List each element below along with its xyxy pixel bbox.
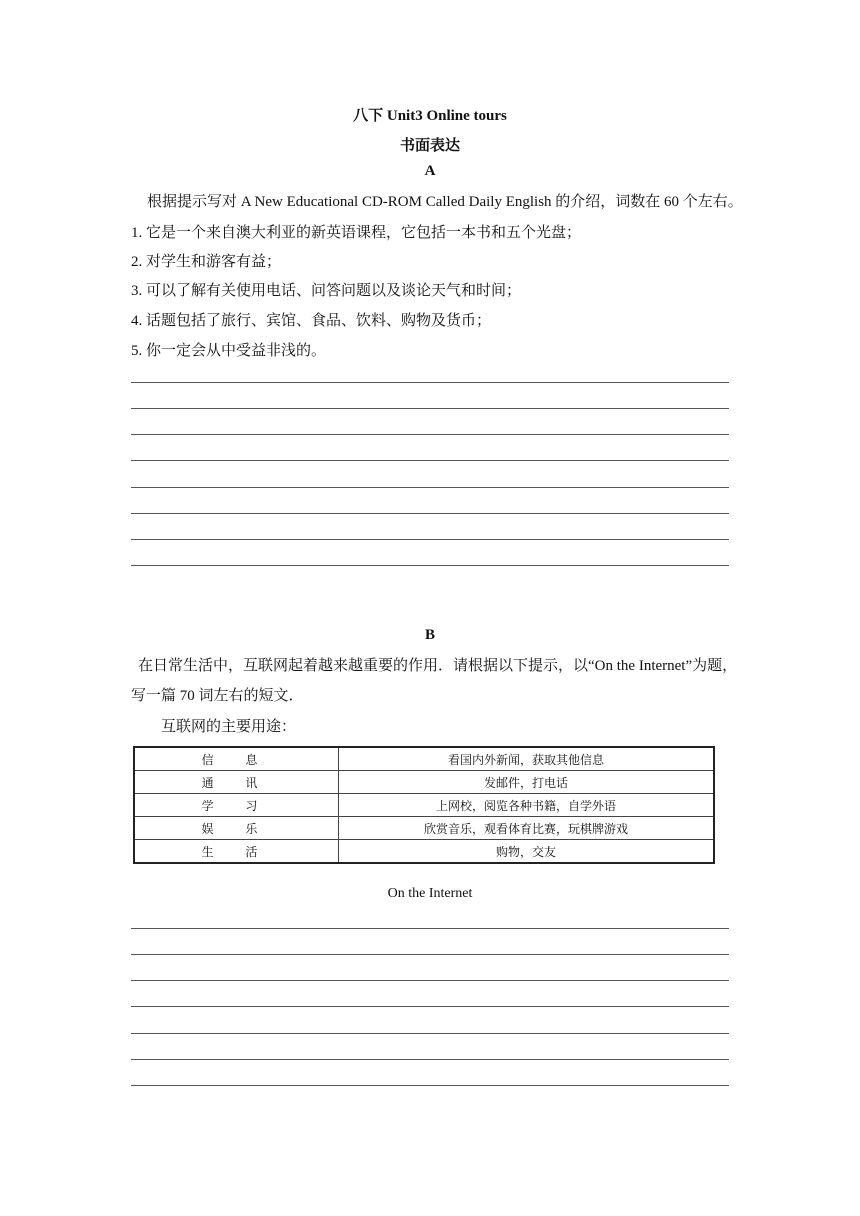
category-cell: 信 息 xyxy=(134,747,339,771)
category-cell: 学 习 xyxy=(134,794,339,817)
table-row xyxy=(134,794,714,817)
use-cell: 看国内外新闻，获取其他信息 xyxy=(339,747,715,771)
writing-line xyxy=(131,980,729,981)
writing-line xyxy=(131,1059,729,1060)
section-b-instructions: 在日常生活中，互联网起着越来越重要的作用．请根据以下提示，以“On the Internet”为题， xyxy=(138,658,738,674)
category-cell: 生 活 xyxy=(134,840,339,864)
use-cell: 发邮件，打电话 xyxy=(339,771,715,794)
writing-line xyxy=(131,539,729,540)
hint-item: 2. 对学生和游客有益； xyxy=(131,254,282,270)
table-row xyxy=(134,747,714,771)
category-cell: 娱 乐 xyxy=(134,817,339,840)
writing-line xyxy=(131,1033,729,1034)
hint-item: 4. 话题包括了旅行、宾馆、食品、饮料、购物及货币； xyxy=(131,313,492,329)
writing-line xyxy=(131,487,729,488)
writing-line xyxy=(131,1006,729,1007)
section-a-label: A xyxy=(424,163,436,179)
page-title: 八下 Unit3 Online tours xyxy=(353,108,507,124)
internet-uses-table xyxy=(133,746,715,864)
essay-title: On the Internet xyxy=(387,886,473,901)
writing-line xyxy=(131,565,729,566)
uses-label: 互联网的主要用途： xyxy=(161,719,297,735)
writing-line xyxy=(131,928,729,929)
writing-line xyxy=(131,513,729,514)
section-b-label: B xyxy=(424,627,435,643)
use-cell: 欣赏音乐，观看体育比赛，玩棋牌游戏 xyxy=(339,817,715,840)
section-a-instructions: 根据提示写对 A New Educational CD-ROM Called Daily English 的介绍，词数在 60 个左右。 xyxy=(147,194,743,210)
writing-line xyxy=(131,1085,729,1086)
writing-line xyxy=(131,954,729,955)
category-cell: 通 讯 xyxy=(134,771,339,794)
hint-item: 5. 你一定会从中受益非浅的。 xyxy=(131,343,327,359)
use-cell: 上网校，阅览各种书籍，自学外语 xyxy=(339,794,715,817)
writing-line xyxy=(131,408,729,409)
page-subtitle: 书面表达 xyxy=(399,138,460,154)
use-cell: 购物，交友 xyxy=(339,840,715,864)
writing-line xyxy=(131,460,729,461)
table-row xyxy=(134,840,714,864)
writing-line xyxy=(131,434,729,435)
writing-line xyxy=(131,382,729,383)
hint-item: 1. 它是一个来自澳大利亚的新英语课程，它包括一本书和五个光盘； xyxy=(131,225,582,241)
table-row xyxy=(134,817,714,840)
table-row xyxy=(134,771,714,794)
section-b-instructions-cont: 写一篇 70 词左右的短文． xyxy=(131,688,304,704)
hint-item: 3. 可以了解有关使用电话、问答问题以及谈论天气和时间； xyxy=(131,283,522,299)
